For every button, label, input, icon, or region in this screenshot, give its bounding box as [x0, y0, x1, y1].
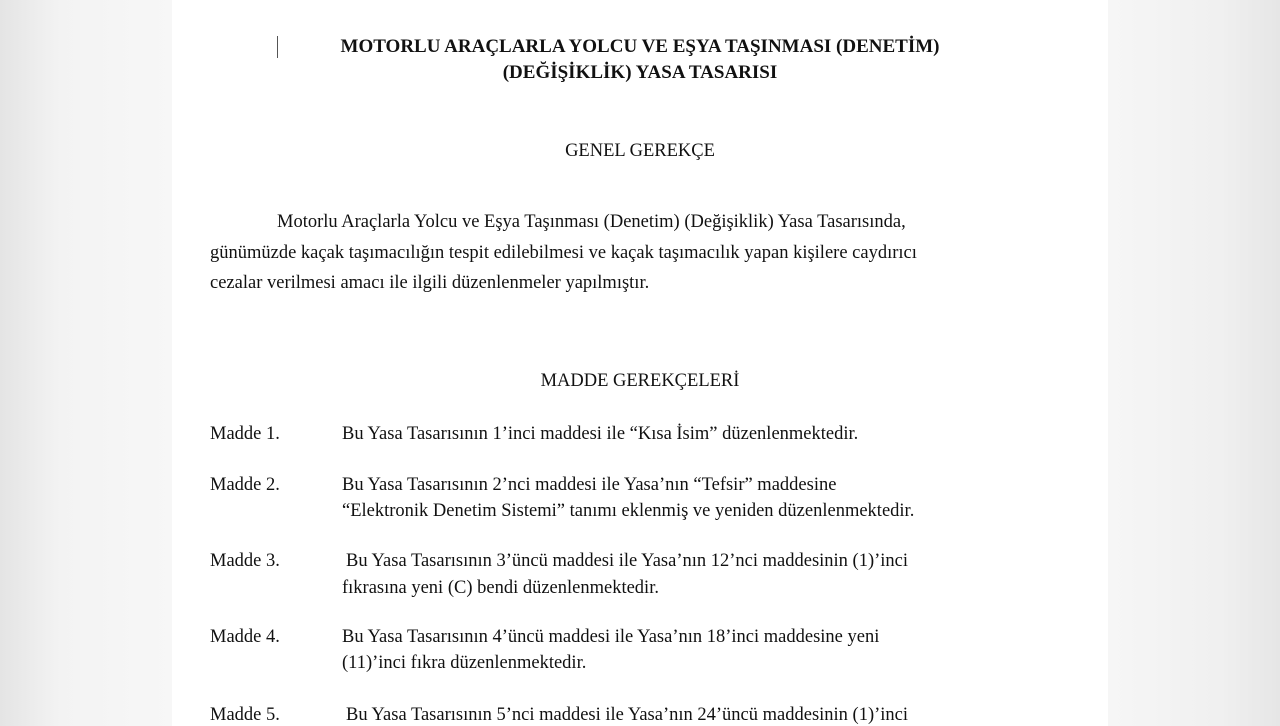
article-text: Bu Yasa Tasarısının 5’nci maddesi ile Yasa’nın 24’üncü maddesinin (1)’inci — [346, 705, 909, 725]
general-reasoning-heading: GENEL GEREKÇE — [565, 141, 715, 161]
article-text: “Elektronik Denetim Sistemi” tanımı eklenmiş ve yeniden düzenlenmektedir. — [342, 501, 915, 521]
article-label: Madde 4. — [210, 627, 280, 647]
article-text: fıkrasına yeni (C) bendi düzenlenmektedir. — [342, 578, 659, 598]
article-label: Madde 2. — [210, 475, 280, 495]
article-text: Bu Yasa Tasarısının 3’üncü maddesi ile Yasa’nın 12’nci maddesinin (1)’inci — [346, 551, 909, 571]
paragraph-line: günümüzde kaçak taşımacılığın tespit edilebilmesi ve kaçak taşımacılık yapan kişilere caydırıcı — [210, 243, 917, 263]
paragraph-line: Motorlu Araçlarla Yolcu ve Eşya Taşınması (Denetim) (Değişiklik) Yasa Tasarısında, — [277, 212, 906, 232]
title-line-1: MOTORLU ARAÇLARLA YOLCU VE EŞYA TAŞINMASI (DENETİM) — [340, 36, 940, 57]
article-text: Bu Yasa Tasarısının 2’nci maddesi ile Yasa’nın “Tefsir” maddesine — [342, 475, 837, 495]
article-label: Madde 3. — [210, 551, 280, 571]
article-label: Madde 5. — [210, 705, 280, 725]
title-line-2: (DEĞİŞİKLİK) YASA TASARISI — [502, 62, 778, 83]
article-reasoning-heading: MADDE GEREKÇELERİ — [540, 371, 740, 391]
document-page — [172, 0, 1108, 725]
article-text: Bu Yasa Tasarısının 4’üncü maddesi ile Yasa’nın 18’inci maddesine yeni — [342, 627, 880, 647]
paragraph-line: cezalar verilmesi amacı ile ilgili düzenlenmeler yapılmıştır. — [210, 273, 650, 293]
article-text: (11)’inci fıkra düzenlenmektedir. — [342, 653, 587, 673]
text-cursor — [277, 36, 278, 58]
article-text: Bu Yasa Tasarısının 1’inci maddesi ile “Kısa İsim” düzenlenmektedir. — [342, 424, 859, 444]
article-label: Madde 1. — [210, 424, 280, 444]
